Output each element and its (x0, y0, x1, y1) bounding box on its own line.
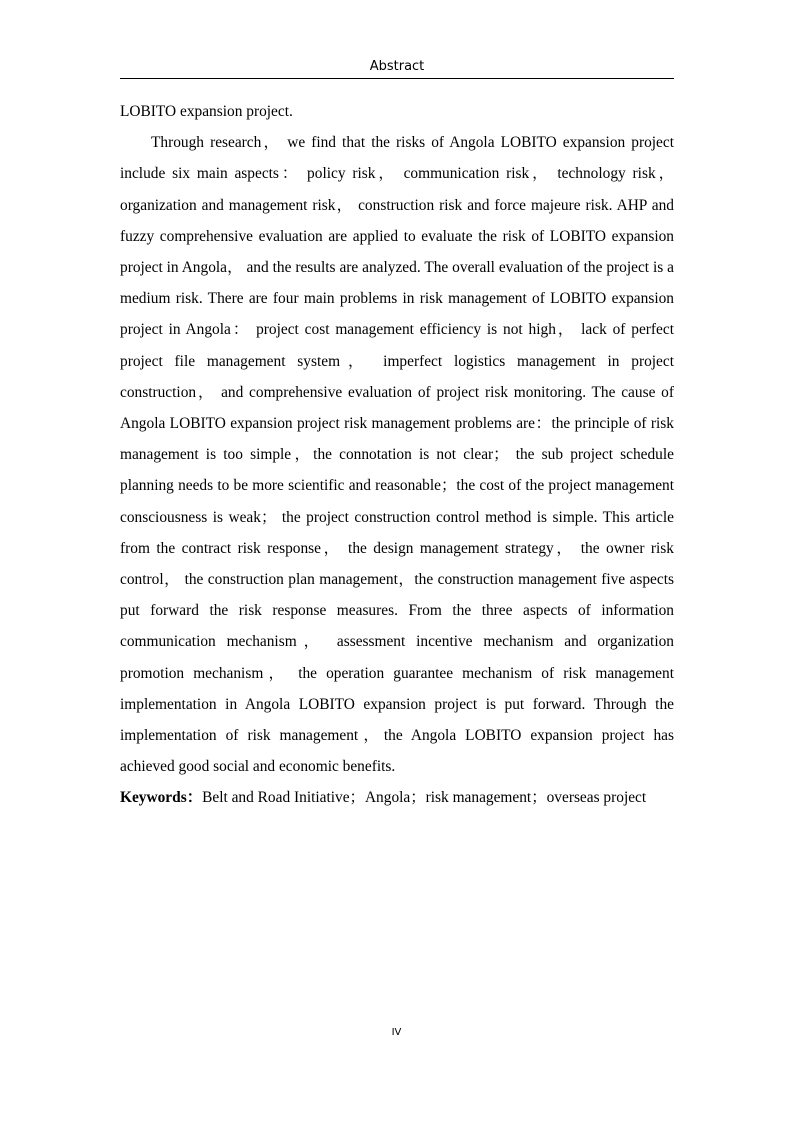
page-header (120, 57, 674, 79)
page-number: IV (391, 1027, 402, 1038)
keywords-line (120, 782, 674, 813)
abstract-paragraph-main: Through research， we find that the risks of Angola LOBITO expansion project include six main aspects： policy risk， communication risk， technology risk， organization and management risk， construction risk and force majeure risk. AHP and fuzzy comprehensive evaluation are applied to evaluate the risk of LOBITO expansion project in Angola， and the results are analyzed. The overall evaluation of the project is a medium risk. There are four main problems in risk management of LOBITO expansion project in Angola： project cost management efficiency is not high， lack of perfect project file management system， imperfect logistics management in project construction， and comprehensive evaluation of project risk monitoring. The cause of Angola LOBITO expansion project risk management problems are：the principle of risk management is too simple，the connotation is not clear； the sub project schedule planning needs to be more scientific and reasonable；the cost of the project management consciousness is weak； the project construction control method is simple. This article from the contract risk response， the design management strategy， the owner risk control， the construction plan management，the construction management five aspects put forward the risk response measures. From the three aspects of information communication mechanism， assessment incentive mechanism and organization promotion mechanism， the operation guarantee mechanism of risk management implementation in Angola LOBITO expansion project is put forward. Through the implementation of risk management，the Angola LOBITO expansion project has achieved good social and economic benefits. (120, 134, 674, 776)
abstract-paragraph-continuation: LOBITO expansion project. (120, 103, 293, 120)
page-footer (0, 1026, 793, 1040)
header-title: Abstract (369, 59, 425, 74)
keywords-label: Keywords： (120, 789, 203, 807)
keywords-text: Belt and Road Initiative；Angola；risk management；overseas project (202, 789, 647, 807)
abstract-body (120, 96, 674, 814)
